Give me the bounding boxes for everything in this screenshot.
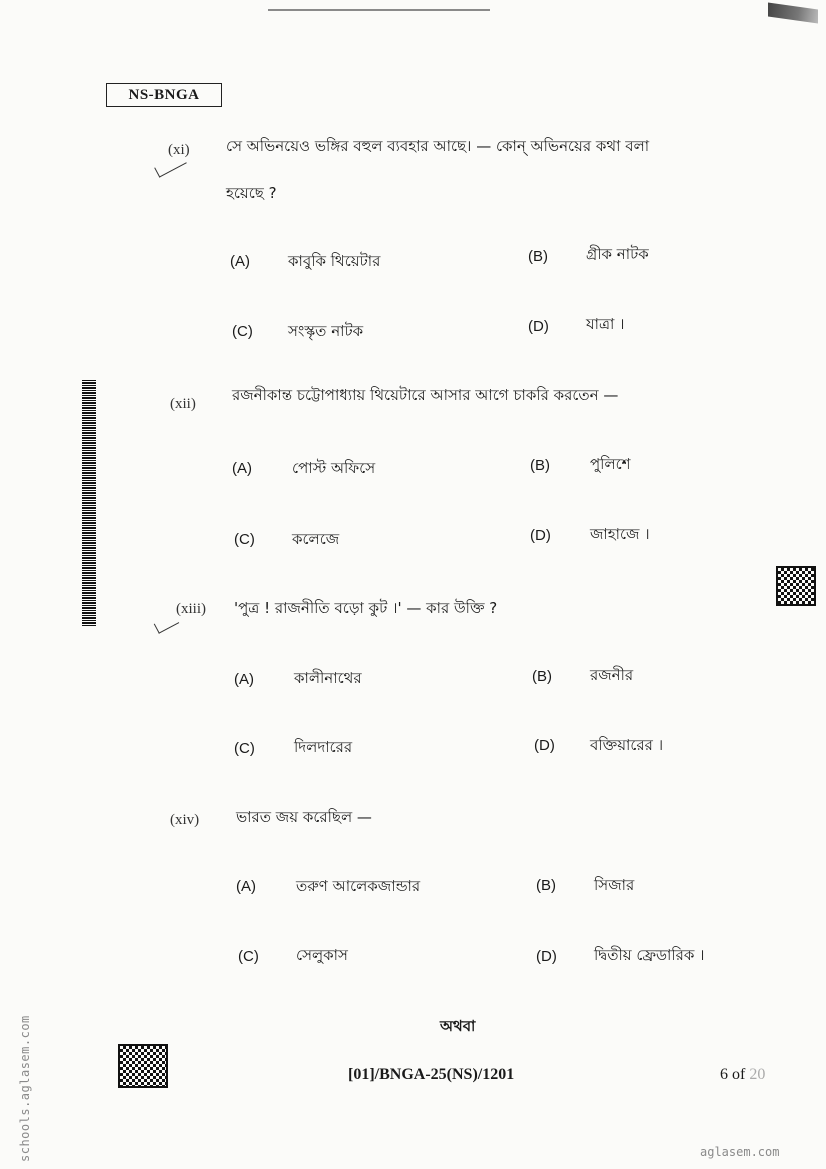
option-label: (B)	[536, 877, 556, 894]
option-text: রজনীর	[590, 666, 634, 684]
option-label: (B)	[530, 457, 550, 474]
question-number: (xii)	[170, 396, 196, 412]
option-text: পুলিশে	[590, 455, 631, 473]
question-number: (xiii)	[176, 601, 206, 617]
option-text: কালীনাথের	[294, 669, 362, 687]
option-label: (D)	[528, 318, 549, 335]
option-text: কাবুকি থিয়েটার	[288, 252, 381, 270]
watermark-horizontal: aglasem.com	[700, 1145, 780, 1159]
watermark-vertical: schools.aglasem.com	[18, 1015, 32, 1162]
question-text: 'পুত্র ! রাজনীতি বড়ো কুট ।' — কার উক্তি ?	[234, 599, 498, 617]
athaba-heading: অথবা	[440, 1017, 476, 1035]
option-label: (A)	[230, 253, 250, 270]
option-label: (B)	[532, 668, 552, 685]
option-label: (C)	[232, 323, 253, 340]
option-text: কলেজে	[292, 530, 340, 548]
option-text: দিলদারের	[294, 738, 353, 756]
qr-code-bottom	[118, 1044, 168, 1088]
page-number	[720, 1066, 765, 1084]
paper-code-box: NS-BNGA	[106, 83, 222, 107]
option-text: তরুণ আলেকজান্ডার	[296, 877, 421, 895]
page-number-text: 6 of	[720, 1066, 746, 1083]
option-text: সংস্কৃত নাটক	[288, 322, 364, 340]
option-label: (C)	[238, 948, 259, 965]
option-label: (D)	[534, 737, 555, 754]
question-text-continued: হয়েছে ?	[226, 184, 277, 202]
option-label: (B)	[528, 248, 548, 265]
option-text: পোস্ট অফিসে	[292, 459, 376, 477]
option-text: সেলুকাস	[296, 946, 348, 964]
page-total: 20	[749, 1066, 766, 1083]
option-text: জাহাজে ।	[590, 525, 650, 543]
question-text: রজনীকান্ত চট্টোপাধ্যায় থিয়েটারে আসার আগে চাকরি করতেন —	[232, 386, 619, 404]
option-label: (A)	[236, 878, 256, 895]
option-text: সিজার	[594, 876, 635, 894]
option-label: (A)	[234, 671, 254, 688]
option-label: (D)	[530, 527, 551, 544]
option-text: দ্বিতীয় ফ্রেডারিক ।	[594, 946, 705, 964]
footer-paper-code: [01]/BNGA-25(NS)/1201	[348, 1066, 515, 1083]
option-label: (A)	[232, 460, 252, 477]
option-text: গ্রীক নাটক	[586, 245, 649, 263]
barcode-strip	[82, 380, 96, 626]
option-text: যাত্রা ।	[586, 315, 625, 333]
question-text: সে অভিনয়েও ভঙ্গির বহুল ব্যবহার আছে। — কোন্ অভিনয়ের কথা বলা	[226, 137, 650, 155]
option-text: বক্তিয়ারের ।	[590, 736, 664, 754]
option-label: (D)	[536, 948, 557, 965]
question-number: (xi)	[168, 142, 190, 158]
scan-top-rule	[268, 9, 490, 11]
scan-corner-mark	[768, 2, 818, 23]
question-number: (xiv)	[170, 812, 200, 828]
question-text: ভারত জয় করেছিল —	[236, 808, 372, 826]
option-label: (C)	[234, 531, 255, 548]
qr-code-right	[776, 566, 816, 606]
option-label: (C)	[234, 740, 255, 757]
